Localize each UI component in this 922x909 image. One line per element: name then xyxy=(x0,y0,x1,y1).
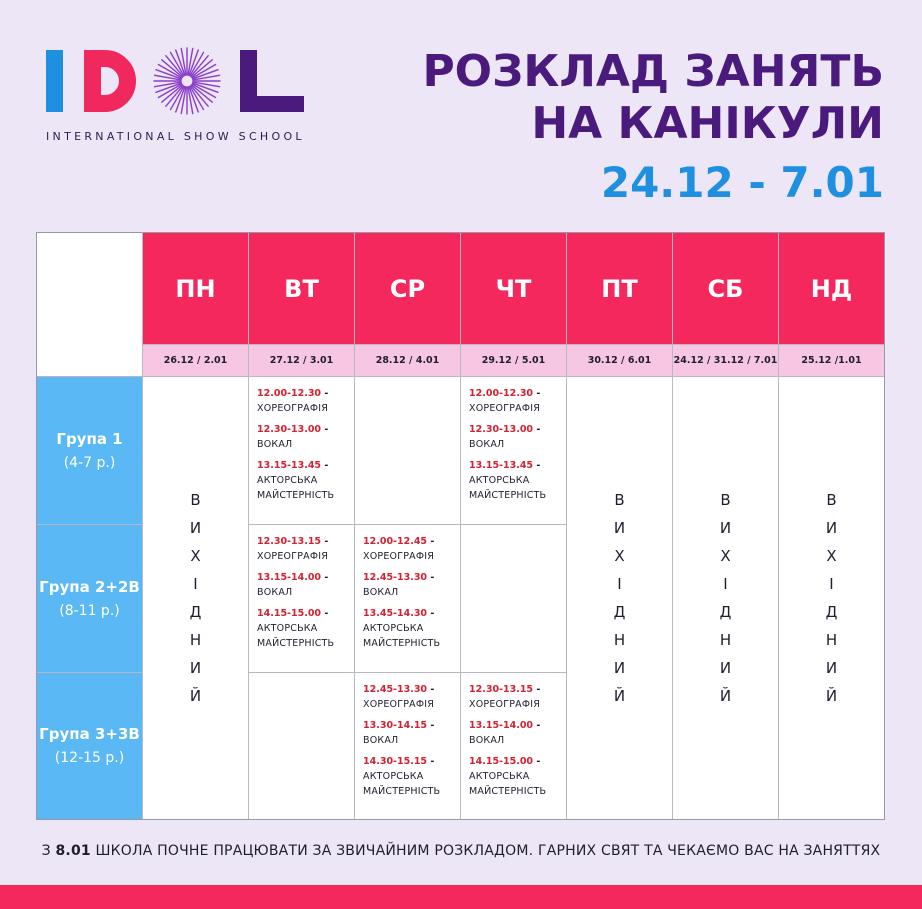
lesson-time: 12.00-12.30 - xyxy=(257,388,329,399)
lesson-time: 13.15-14.00 - xyxy=(257,572,329,583)
date-header-sun: 25.12 /1.01 xyxy=(779,345,884,377)
day-off-letter: Н xyxy=(719,631,732,649)
day-off-letter: И xyxy=(189,519,202,537)
lesson-name: ХОРЕОГРАФІЯ xyxy=(469,699,540,710)
lesson-item xyxy=(363,607,460,651)
day-off-letter: Д xyxy=(189,603,202,621)
footer-date: 8.01 xyxy=(55,843,91,859)
lesson-item xyxy=(257,423,354,452)
day-off-letter: И xyxy=(613,519,626,537)
lesson-item xyxy=(469,423,566,452)
lesson-name: АКТОРСЬКА МАЙСТЕРНІСТЬ xyxy=(257,623,335,649)
lesson-time: 14.15-15.00 - xyxy=(469,756,541,767)
lesson-name: ВОКАЛ xyxy=(469,439,505,450)
group-name: Група 2+2В xyxy=(39,577,140,596)
day-off-letter: И xyxy=(825,519,838,537)
lesson-name: ВОКАЛ xyxy=(363,735,399,746)
day-off-letter: Й xyxy=(189,687,202,705)
lesson-item xyxy=(469,387,566,416)
lesson-item xyxy=(363,719,460,748)
lesson-item xyxy=(257,571,354,600)
lesson-item xyxy=(257,535,354,564)
lesson-name: ВОКАЛ xyxy=(257,587,293,598)
logo-letter-i xyxy=(46,50,63,112)
lesson-name: ХОРЕОГРАФІЯ xyxy=(363,699,434,710)
group-header-3 xyxy=(37,673,143,819)
logo-starburst-icon xyxy=(152,46,222,116)
day-off-letter: И xyxy=(825,659,838,677)
lesson-name: ВОКАЛ xyxy=(257,439,293,450)
lesson-item xyxy=(257,607,354,651)
holiday-period: 24.12 - 7.01 xyxy=(600,158,884,207)
lesson-time: 13.30-14.15 - xyxy=(363,720,435,731)
logo-letter-l xyxy=(240,50,304,112)
group-header-2 xyxy=(37,525,143,673)
lessons-group3-thu xyxy=(461,673,567,819)
day-off-sat xyxy=(673,377,779,819)
group-header-1 xyxy=(37,377,143,525)
lessons-group3-tue-empty xyxy=(249,673,355,819)
lesson-time: 12.30-13.15 - xyxy=(257,536,329,547)
logo-letter-d xyxy=(84,50,136,112)
lesson-time: 13.15-13.45 - xyxy=(257,460,329,471)
lesson-name: ХОРЕОГРАФІЯ xyxy=(257,551,328,562)
day-header-wed: СР xyxy=(355,233,461,345)
lesson-time: 12.30-13.15 - xyxy=(469,684,541,695)
lessons-group3-wed xyxy=(355,673,461,819)
footer-prefix: З xyxy=(41,843,56,859)
lesson-time: 12.30-13.00 - xyxy=(469,424,541,435)
day-off-letter: І xyxy=(723,575,728,593)
day-off-letter: І xyxy=(829,575,834,593)
footer-note xyxy=(0,843,922,859)
day-header-sun: НД xyxy=(779,233,884,345)
lesson-item xyxy=(363,683,460,712)
day-off-letter: Х xyxy=(720,547,731,565)
lesson-item xyxy=(257,387,354,416)
day-off-letter: Д xyxy=(719,603,732,621)
day-off-sun xyxy=(779,377,884,819)
lesson-name: АКТОРСЬКА МАЙСТЕРНІСТЬ xyxy=(257,475,335,501)
day-off-mon xyxy=(143,377,249,819)
lesson-name: ВОКАЛ xyxy=(469,735,505,746)
lesson-name: АКТОРСЬКА МАЙСТЕРНІСТЬ xyxy=(469,475,547,501)
day-header-fri: ПТ xyxy=(567,233,673,345)
lesson-item xyxy=(363,535,460,564)
lesson-name: АКТОРСЬКА МАЙСТЕРНІСТЬ xyxy=(363,771,441,797)
lessons-group1-tue xyxy=(249,377,355,525)
group-age: (8-11 р.) xyxy=(59,602,120,619)
day-off-letter: Н xyxy=(825,631,838,649)
logo-wordmark xyxy=(44,44,314,120)
day-off-letter: Д xyxy=(613,603,626,621)
lessons-group1-thu xyxy=(461,377,567,525)
day-off-letter: Х xyxy=(826,547,837,565)
day-header-mon: ПН xyxy=(143,233,249,345)
lessons-group2-wed xyxy=(355,525,461,673)
lesson-time: 12.00-12.45 - xyxy=(363,536,435,547)
day-off-letter: В xyxy=(720,491,731,509)
day-off-letter: И xyxy=(719,519,732,537)
day-off-letter: Й xyxy=(613,687,626,705)
day-off-letter: Х xyxy=(190,547,201,565)
page-title-line-1: РОЗКЛАД ЗАНЯТЬ xyxy=(422,46,884,97)
lesson-item xyxy=(469,755,566,799)
day-off-letter: І xyxy=(193,575,198,593)
day-off-letter: И xyxy=(613,659,626,677)
lesson-name: АКТОРСЬКА МАЙСТЕРНІСТЬ xyxy=(469,771,547,797)
lesson-name: ВОКАЛ xyxy=(363,587,399,598)
group-name: Група 3+3В xyxy=(39,725,140,743)
lesson-time: 13.15-13.45 - xyxy=(469,460,541,471)
lesson-time: 13.45-14.30 - xyxy=(363,608,435,619)
lesson-item xyxy=(363,571,460,600)
day-header-tue: ВТ xyxy=(249,233,355,345)
table-corner xyxy=(37,233,143,377)
date-header-fri: 30.12 / 6.01 xyxy=(567,345,673,377)
day-header-sat: СБ xyxy=(673,233,779,345)
lesson-name: АКТОРСЬКА МАЙСТЕРНІСТЬ xyxy=(363,623,441,649)
date-header-wed: 28.12 / 4.01 xyxy=(355,345,461,377)
day-off-letter: И xyxy=(719,659,732,677)
day-off-letter: В xyxy=(614,491,625,509)
lesson-time: 13.15-14.00 - xyxy=(469,720,541,731)
day-off-letter: Й xyxy=(825,687,838,705)
lesson-time: 12.45-13.30 - xyxy=(363,572,435,583)
footer-message: ШКОЛА ПОЧНЕ ПРАЦЮВАТИ ЗА ЗВИЧАЙНИМ РОЗКЛАДОМ. ГАРНИХ СВЯТ ТА ЧЕКАЄМО ВАС НА ЗАНЯТТЯХ xyxy=(90,843,881,859)
school-logo xyxy=(44,44,314,154)
lesson-name: ХОРЕОГРАФІЯ xyxy=(469,403,540,414)
lesson-item xyxy=(363,755,460,799)
lesson-time: 12.30-13.00 - xyxy=(257,424,329,435)
lesson-name: ХОРЕОГРАФІЯ xyxy=(363,551,434,562)
day-off-letter: В xyxy=(826,491,837,509)
footer-bar xyxy=(0,885,922,909)
day-off-letter: В xyxy=(190,491,201,509)
lesson-time: 12.00-12.30 - xyxy=(469,388,541,399)
group-age: (4-7 р.) xyxy=(63,454,116,471)
lesson-item xyxy=(469,719,566,748)
group-name: Група 1 xyxy=(56,429,123,448)
lessons-group2-thu-empty xyxy=(461,525,567,673)
date-header-thu: 29.12 / 5.01 xyxy=(461,345,567,377)
schedule-table xyxy=(36,232,885,820)
lesson-item xyxy=(257,459,354,503)
day-off-letter: Н xyxy=(613,631,626,649)
lessons-group2-tue xyxy=(249,525,355,673)
lesson-time: 12.45-13.30 - xyxy=(363,684,435,695)
lesson-time: 14.15-15.00 - xyxy=(257,608,329,619)
lesson-time: 14.30-15.15 - xyxy=(363,756,435,767)
day-off-letter: Н xyxy=(189,631,202,649)
date-header-sat: 24.12 / 31.12 / 7.01 xyxy=(673,345,779,377)
date-header-tue: 27.12 / 3.01 xyxy=(249,345,355,377)
date-header-mon: 26.12 / 2.01 xyxy=(143,345,249,377)
day-off-letter: Х xyxy=(614,547,625,565)
day-off-letter: Д xyxy=(825,603,838,621)
page-title-line-2: НА КАНІКУЛИ xyxy=(531,98,884,149)
day-off-fri xyxy=(567,377,673,819)
lesson-item xyxy=(469,459,566,503)
day-off-letter: И xyxy=(189,659,202,677)
day-off-letter: Й xyxy=(719,687,732,705)
lesson-name: ХОРЕОГРАФІЯ xyxy=(257,403,328,414)
day-header-thu: ЧТ xyxy=(461,233,567,345)
logo-subtitle: INTERNATIONAL SHOW SCHOOL xyxy=(46,130,305,143)
group-age: (12-15 р.) xyxy=(54,750,125,766)
lesson-item xyxy=(469,683,566,712)
day-off-letter: І xyxy=(617,575,622,593)
lessons-group1-wed-empty xyxy=(355,377,461,525)
